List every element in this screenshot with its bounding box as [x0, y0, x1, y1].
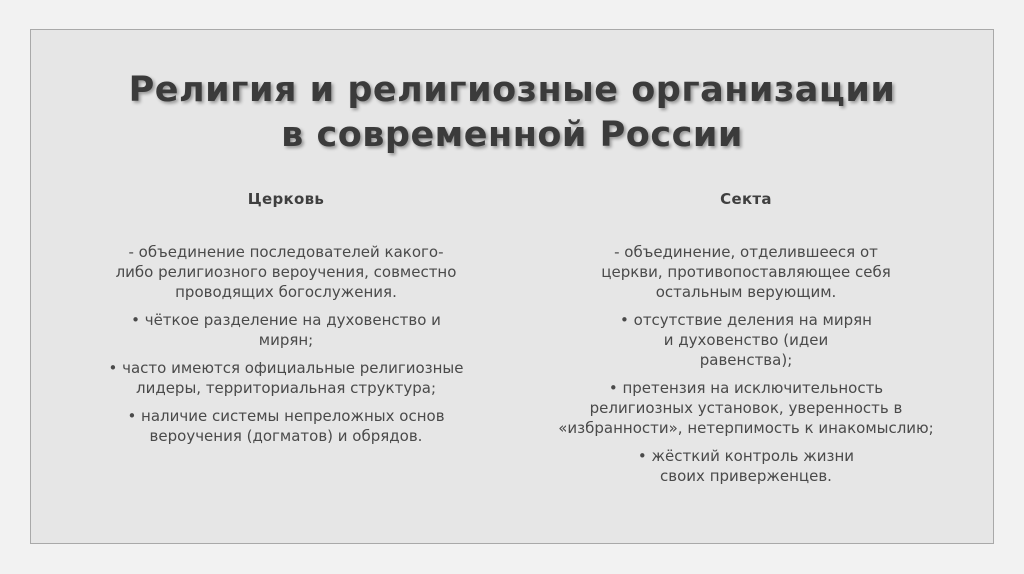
- title-line-1: Религия и религиозные организации: [128, 70, 896, 110]
- sect-item-2: • отсутствие деления на мирян и духовенство (идеи равенства);: [620, 311, 872, 369]
- church-column: [96, 190, 476, 454]
- sect-item-4: • жёсткий контроль жизни своих приверженцев.: [637, 447, 855, 485]
- slide: [30, 29, 994, 544]
- sect-item-3: • претензия на исключительность религиозных установок, уверенность в «избранности», нетерпимость к инакомыслию;: [558, 379, 934, 437]
- sect-heading: Секта: [720, 190, 772, 208]
- sect-item-1: - объединение, отделившееся от церкви, противопоставляющее себя остальным верующим.: [601, 243, 891, 301]
- church-item-1: - объединение последователей какого-либо религиозного вероучения, совместно проводящих богослужения.: [115, 243, 457, 301]
- church-item-3: • часто имеются официальные религиозные лидеры, территориальная структура;: [108, 359, 464, 397]
- church-heading: Церковь: [247, 190, 325, 208]
- sect-column: [556, 190, 936, 494]
- church-item-2: • чёткое разделение на духовенство и мирян;: [131, 311, 441, 349]
- church-item-4: • наличие системы непреложных основ вероучения (догматов) и обрядов.: [127, 407, 445, 445]
- title-line-2: в современной России: [281, 115, 743, 155]
- slide-title: [31, 68, 993, 158]
